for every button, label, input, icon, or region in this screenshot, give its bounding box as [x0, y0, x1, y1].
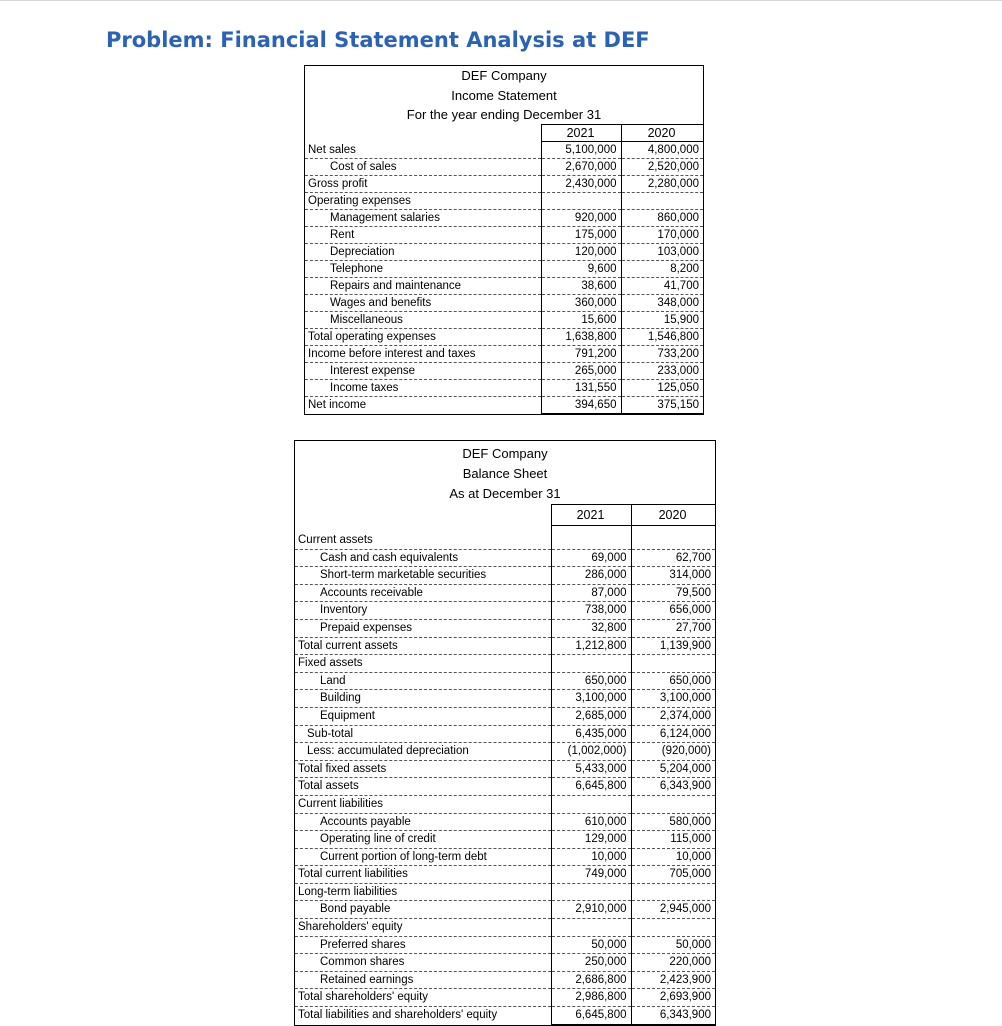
- value-2020: 705,000: [631, 866, 715, 884]
- row-label: Less: accumulated depreciation: [295, 743, 551, 761]
- value-2021: 2,670,000: [541, 159, 621, 176]
- row-label: Current portion of long-term debt: [295, 848, 551, 866]
- value-2020: [631, 795, 715, 813]
- value-2020: 2,520,000: [621, 159, 703, 176]
- value-2020: 170,000: [621, 227, 703, 244]
- value-2021: [551, 883, 631, 901]
- income-statement-header: [305, 66, 703, 124]
- page-title: Problem: Financial Statement Analysis at DEF: [106, 28, 650, 52]
- value-2021: 120,000: [541, 244, 621, 261]
- row-label: Current assets: [295, 532, 551, 549]
- table-row: [295, 655, 715, 673]
- table-row: [305, 159, 703, 176]
- value-2021: 250,000: [551, 954, 631, 972]
- value-2020: 103,000: [621, 244, 703, 261]
- table-row: [295, 532, 715, 549]
- top-divider: [0, 0, 1002, 5]
- table-row: [295, 831, 715, 849]
- value-2020: 3,100,000: [631, 690, 715, 708]
- row-label: Total shareholders' equity: [295, 989, 551, 1007]
- table-row: [305, 278, 703, 295]
- year-header-row: [295, 505, 715, 526]
- value-2021: 5,100,000: [541, 142, 621, 159]
- statement-title: Income Statement: [451, 88, 557, 103]
- table-row: [295, 637, 715, 655]
- row-label: Total current liabilities: [295, 866, 551, 884]
- value-2021: 2,430,000: [541, 176, 621, 193]
- row-label: Management salaries: [305, 210, 541, 227]
- table-row: [295, 760, 715, 778]
- value-2020: 10,000: [631, 848, 715, 866]
- value-2021: 1,638,800: [541, 329, 621, 346]
- value-2021: 6,435,000: [551, 725, 631, 743]
- value-2020: 79,500: [631, 584, 715, 602]
- table-row: [305, 295, 703, 312]
- row-label: Accounts receivable: [295, 584, 551, 602]
- value-2021: 38,600: [541, 278, 621, 295]
- row-label: Total operating expenses: [305, 329, 541, 346]
- value-2020: [631, 883, 715, 901]
- row-label: Telephone: [305, 261, 541, 278]
- table-row: [305, 210, 703, 227]
- row-label: Depreciation: [305, 244, 541, 261]
- row-label: Operating expenses: [305, 193, 541, 210]
- value-2020: 62,700: [631, 549, 715, 567]
- row-label: Net sales: [305, 142, 541, 159]
- row-label: Land: [295, 672, 551, 690]
- company-name: DEF Company: [461, 68, 547, 83]
- value-2021: 394,650: [541, 397, 621, 414]
- table-row: [295, 813, 715, 831]
- row-label: Retained earnings: [295, 971, 551, 989]
- row-label: Total assets: [295, 778, 551, 796]
- row-label: Inventory: [295, 602, 551, 620]
- row-label: Miscellaneous: [305, 312, 541, 329]
- value-2020: 6,343,900: [631, 1007, 715, 1025]
- table-row: [295, 919, 715, 937]
- table-row: [295, 690, 715, 708]
- balance-sheet-header: [295, 441, 715, 504]
- table-row: [305, 312, 703, 329]
- value-2021: 6,645,800: [551, 1007, 631, 1025]
- value-2020: 375,150: [621, 397, 703, 414]
- value-2021: 2,986,800: [551, 989, 631, 1007]
- row-label: Equipment: [295, 707, 551, 725]
- row-label: Net income: [308, 399, 367, 412]
- value-2020: 8,200: [621, 261, 703, 278]
- row-label: Total liabilities and shareholders' equity: [298, 1009, 498, 1022]
- table-row: [295, 619, 715, 637]
- value-2020: 314,000: [631, 567, 715, 585]
- value-2020: 27,700: [631, 619, 715, 637]
- row-label: Repairs and maintenance: [305, 278, 541, 295]
- row-label: Income before interest and taxes: [305, 346, 541, 363]
- value-2021: [551, 655, 631, 673]
- value-2021: [541, 193, 621, 210]
- table-row: [295, 848, 715, 866]
- value-2021: 10,000: [551, 848, 631, 866]
- row-label: Total fixed assets: [295, 760, 551, 778]
- year-header-row: [305, 125, 703, 142]
- row-label: Total current assets: [295, 637, 551, 655]
- table-row: [295, 1007, 715, 1025]
- row-label: Accounts payable: [295, 813, 551, 831]
- table-row: [305, 380, 703, 397]
- value-2020: 1,546,800: [621, 329, 703, 346]
- value-2021: 360,000: [541, 295, 621, 312]
- table-row: [295, 584, 715, 602]
- table-row: [305, 142, 703, 159]
- value-2020: [631, 919, 715, 937]
- row-label: Sub-total: [295, 725, 551, 743]
- row-label: Building: [295, 690, 551, 708]
- row-label: Rent: [305, 227, 541, 244]
- statement-period: For the year ending December 31: [406, 107, 602, 122]
- row-label: Wages and benefits: [305, 295, 541, 312]
- value-2021: 87,000: [551, 584, 631, 602]
- value-2020: 656,000: [631, 602, 715, 620]
- table-row: [295, 725, 715, 743]
- table-row: [295, 602, 715, 620]
- value-2020: 220,000: [631, 954, 715, 972]
- table-row: [305, 193, 703, 210]
- company-name: DEF Company: [462, 446, 548, 461]
- row-label: Interest expense: [305, 363, 541, 380]
- value-2021: 2,910,000: [551, 901, 631, 919]
- value-2021: 2,686,800: [551, 971, 631, 989]
- table-row: [295, 707, 715, 725]
- value-2020: [631, 532, 715, 549]
- value-2021: 920,000: [541, 210, 621, 227]
- value-2020: 860,000: [621, 210, 703, 227]
- table-row: [295, 936, 715, 954]
- table-row: [295, 901, 715, 919]
- value-2021: 749,000: [551, 866, 631, 884]
- value-2020: 733,200: [621, 346, 703, 363]
- value-2021: 265,000: [541, 363, 621, 380]
- value-2020: 50,000: [631, 936, 715, 954]
- value-2020: 2,423,900: [631, 971, 715, 989]
- value-2020: 2,693,900: [631, 989, 715, 1007]
- value-2020: 115,000: [631, 831, 715, 849]
- income-statement-table: [305, 124, 704, 414]
- table-row: [295, 778, 715, 796]
- row-label: Gross profit: [305, 176, 541, 193]
- table-row: [305, 244, 703, 261]
- table-row: [305, 227, 703, 244]
- year-2021: 2021: [551, 505, 631, 526]
- table-row: [295, 954, 715, 972]
- value-2021: 791,200: [541, 346, 621, 363]
- row-label: Operating line of credit: [295, 831, 551, 849]
- value-2021: 6,645,800: [551, 778, 631, 796]
- value-2020: 2,280,000: [621, 176, 703, 193]
- value-2021: 286,000: [551, 567, 631, 585]
- value-2020: 580,000: [631, 813, 715, 831]
- value-2020: [631, 655, 715, 673]
- value-2020: 6,343,900: [631, 778, 715, 796]
- row-label: Current liabilities: [295, 795, 551, 813]
- table-row: [295, 989, 715, 1007]
- value-2021: 5,433,000: [551, 760, 631, 778]
- table-row: [295, 883, 715, 901]
- value-2020: 348,000: [621, 295, 703, 312]
- year-2021: 2021: [541, 125, 621, 142]
- value-2020: 233,000: [621, 363, 703, 380]
- row-label: Shareholders' equity: [295, 919, 551, 937]
- value-2020: 41,700: [621, 278, 703, 295]
- row-label: Prepaid expenses: [295, 619, 551, 637]
- value-2021: 738,000: [551, 602, 631, 620]
- table-row: [305, 329, 703, 346]
- value-2020: 1,139,900: [631, 637, 715, 655]
- value-2021: [551, 532, 631, 549]
- row-label: Fixed assets: [295, 655, 551, 673]
- row-label: Cost of sales: [305, 159, 541, 176]
- value-2021: 129,000: [551, 831, 631, 849]
- value-2020: 15,900: [621, 312, 703, 329]
- value-2021: 32,800: [551, 619, 631, 637]
- value-2021: 69,000: [551, 549, 631, 567]
- value-2021: 650,000: [551, 672, 631, 690]
- year-2020: 2020: [631, 505, 715, 526]
- row-label: Preferred shares: [295, 936, 551, 954]
- value-2021: [551, 919, 631, 937]
- table-row: [305, 346, 703, 363]
- table-row: [295, 672, 715, 690]
- statement-title: Balance Sheet: [462, 466, 548, 481]
- value-2020: 6,124,000: [631, 725, 715, 743]
- value-2021: 3,100,000: [551, 690, 631, 708]
- row-label: Bond payable: [295, 901, 551, 919]
- value-2020: [621, 193, 703, 210]
- table-row: [305, 397, 703, 414]
- value-2021: 2,685,000: [551, 707, 631, 725]
- value-2021: 131,550: [541, 380, 621, 397]
- value-2021: 50,000: [551, 936, 631, 954]
- value-2020: 4,800,000: [621, 142, 703, 159]
- income-statement: [304, 65, 704, 415]
- value-2021: 9,600: [541, 261, 621, 278]
- value-2021: 610,000: [551, 813, 631, 831]
- row-label: Short-term marketable securities: [295, 567, 551, 585]
- row-label: Common shares: [295, 954, 551, 972]
- table-row: [305, 363, 703, 380]
- table-row: [295, 567, 715, 585]
- value-2020: 2,374,000: [631, 707, 715, 725]
- table-row: [305, 176, 703, 193]
- value-2021: (1,002,000): [551, 743, 631, 761]
- value-2021: 15,600: [541, 312, 621, 329]
- value-2021: [551, 795, 631, 813]
- table-row: [305, 261, 703, 278]
- table-row: [295, 971, 715, 989]
- value-2020: 2,945,000: [631, 901, 715, 919]
- value-2020: 5,204,000: [631, 760, 715, 778]
- value-2020: (920,000): [631, 743, 715, 761]
- balance-sheet-table: [295, 504, 716, 1025]
- value-2021: 175,000: [541, 227, 621, 244]
- value-2021: 1,212,800: [551, 637, 631, 655]
- row-label: Long-term liabilities: [295, 883, 551, 901]
- table-row: [295, 795, 715, 813]
- table-row: [295, 549, 715, 567]
- statement-period: As at December 31: [449, 486, 561, 501]
- row-label: Cash and cash equivalents: [295, 549, 551, 567]
- value-2020: 650,000: [631, 672, 715, 690]
- balance-sheet: [294, 440, 716, 1026]
- year-2020: 2020: [621, 125, 703, 142]
- table-row: [295, 866, 715, 884]
- row-label: Income taxes: [305, 380, 541, 397]
- value-2020: 125,050: [621, 380, 703, 397]
- table-row: [295, 743, 715, 761]
